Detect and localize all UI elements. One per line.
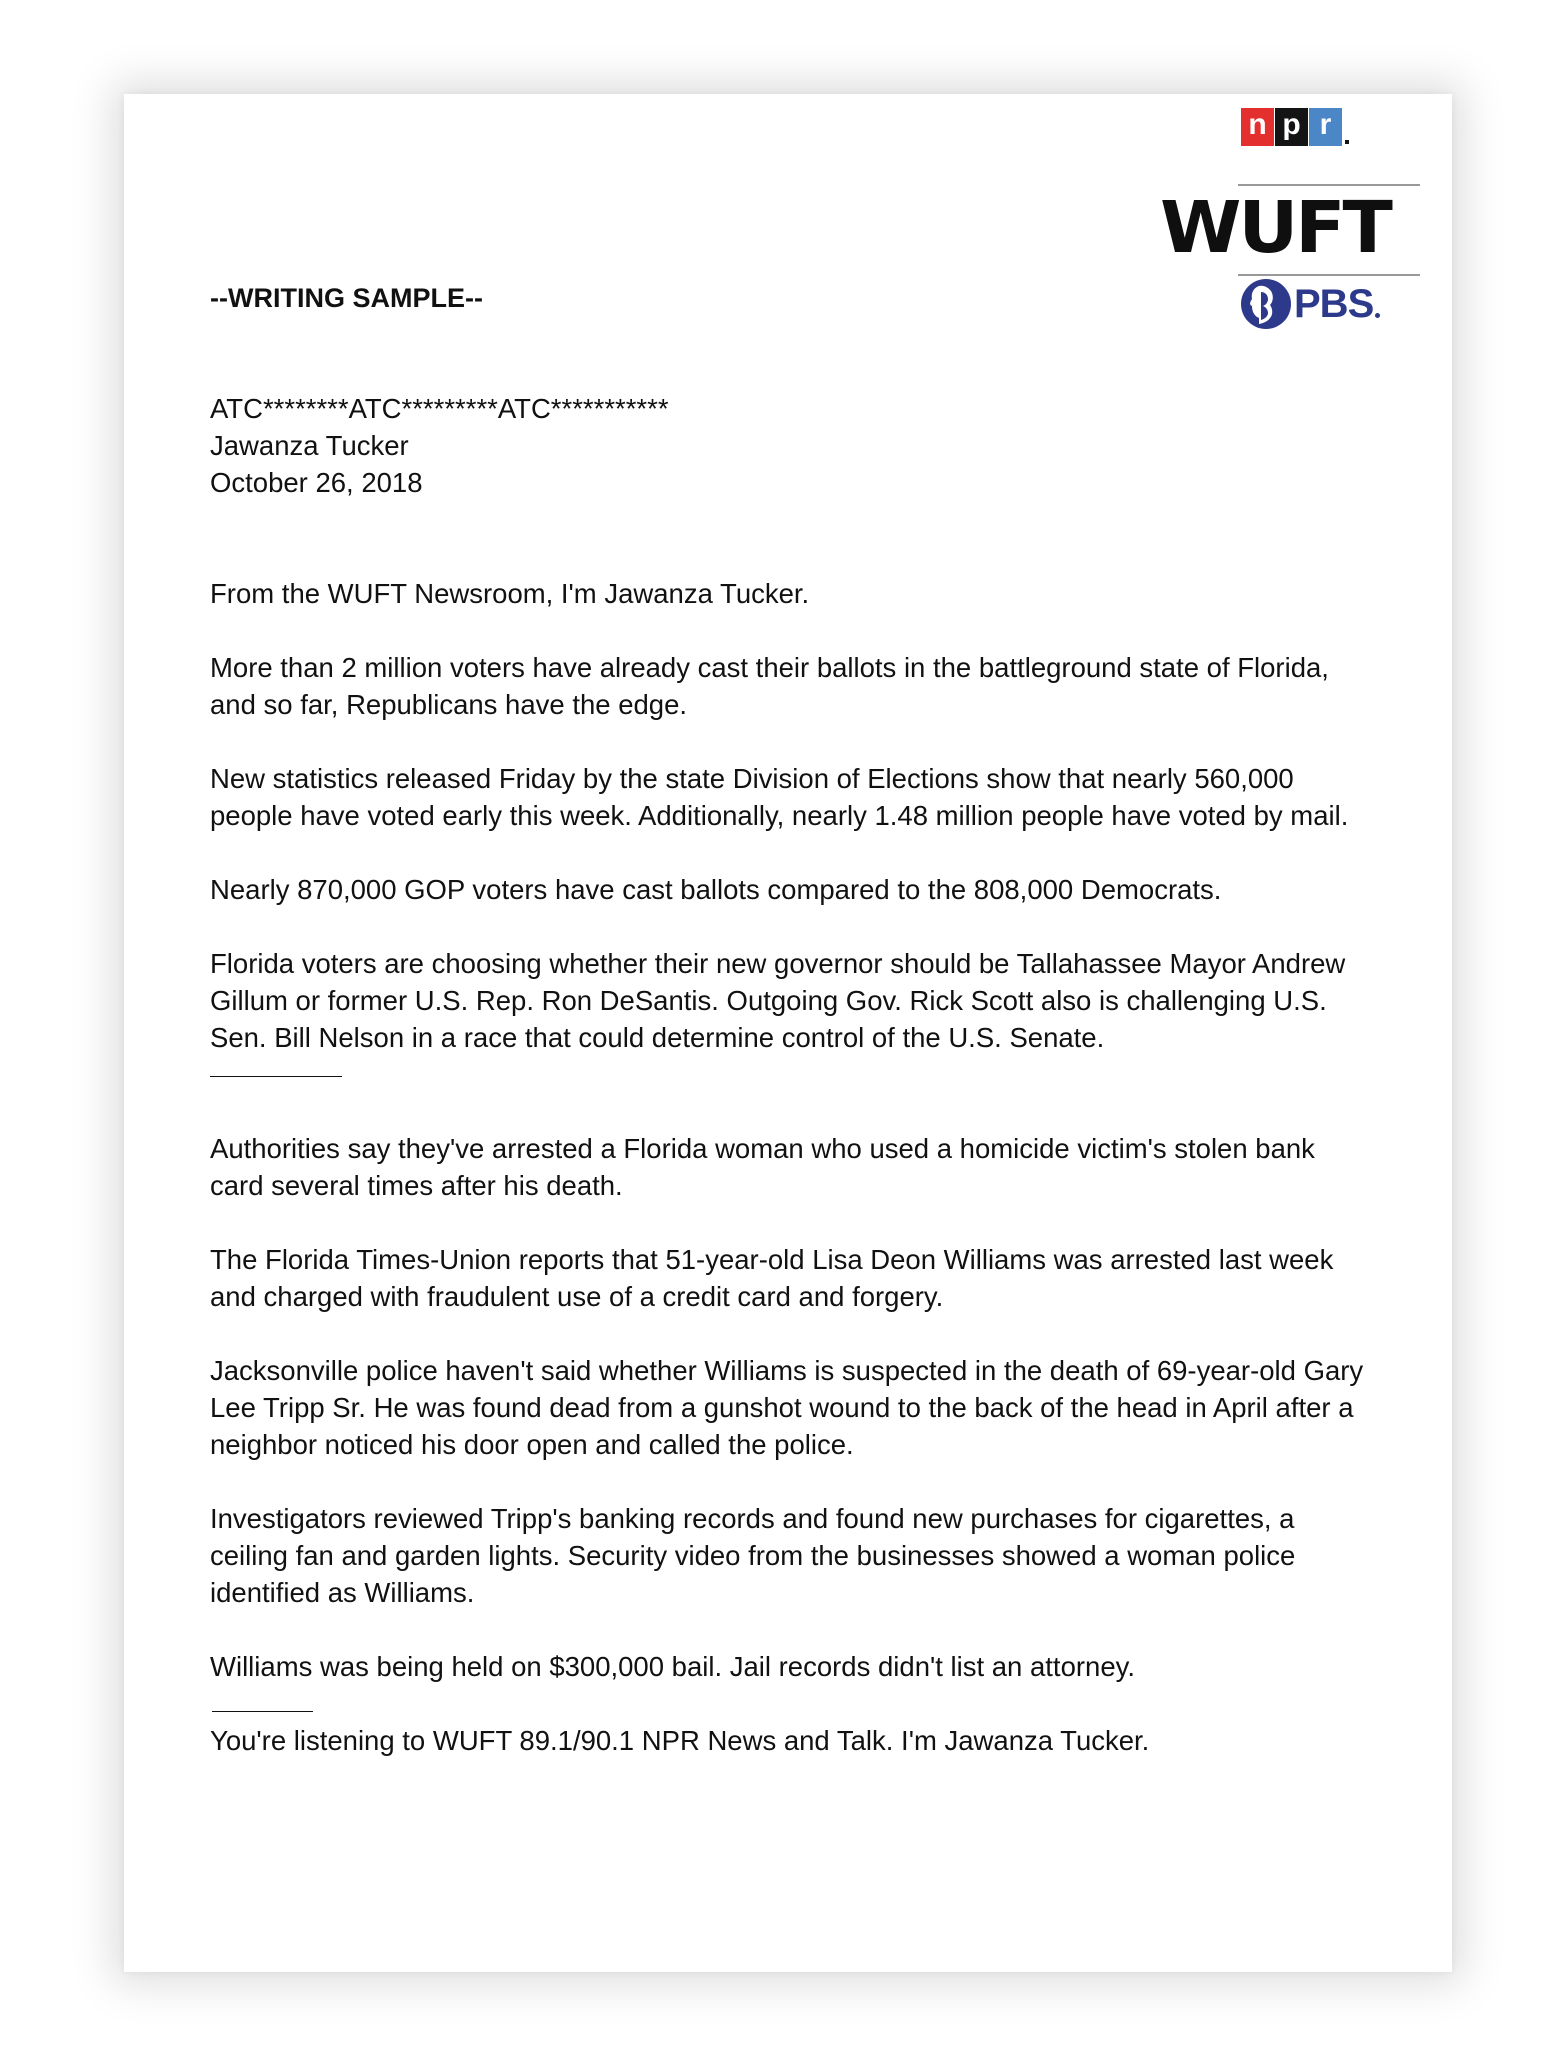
story1-paragraph: More than 2 million voters have already cast their ballots in the battleground state of Florida, and so far, Republicans have the edge.: [210, 652, 1329, 720]
outro-separator: [210, 1685, 1370, 1722]
author-name: Jawanza Tucker: [210, 430, 409, 461]
npr-dot: [1345, 140, 1349, 144]
script-slug: ATC********ATC*********ATC***********: [210, 393, 669, 424]
pbs-head-icon: [1240, 278, 1292, 330]
npr-letter-r: r: [1309, 108, 1342, 146]
story2-paragraph: Authorities say they've arrested a Florida woman who used a homicide victim's stolen bank card several times after his death.: [210, 1133, 1315, 1201]
npr-letter-p: p: [1275, 108, 1308, 146]
pbs-dot: [1375, 313, 1380, 318]
story2-paragraph: The Florida Times-Union reports that 51-year-old Lisa Deon Williams was arrested last week and charged with fraudulent use of a credit card and forgery.: [210, 1244, 1334, 1312]
document-page: [124, 94, 1452, 1972]
separator-line: [210, 1076, 342, 1077]
story2-paragraph: Investigators reviewed Tripp's banking records and found new purchases for cigarettes, a ceiling fan and garden lights. Security video from the businesses showed a woman police identified as Williams.: [210, 1503, 1296, 1608]
intro-line: From the WUFT Newsroom, I'm Jawanza Tucker.: [210, 578, 810, 609]
pbs-logo-text: PBS: [1294, 281, 1374, 326]
document-body: [210, 390, 1370, 1759]
story1-paragraph: New statistics released Friday by the state Division of Elections show that nearly 560,000 people have voted early this week. Additionally, nearly 1.48 million people have voted by mail.: [210, 763, 1349, 831]
script-date: October 26, 2018: [210, 467, 423, 498]
npr-logo: [1241, 108, 1349, 146]
wuft-logo-text: WUFT: [1160, 186, 1390, 269]
station-logo-block: [1152, 108, 1452, 338]
story-separator: [210, 1056, 1370, 1093]
story1-paragraph: Nearly 870,000 GOP voters have cast ballots compared to the 808,000 Democrats.: [210, 874, 1222, 905]
outro-line: You're listening to WUFT 89.1/90.1 NPR News and Talk. I'm Jawanza Tucker.: [210, 1725, 1150, 1756]
story1-paragraph: Florida voters are choosing whether their new governor should be Tallahassee Mayor Andrew Gillum or former U.S. Rep. Ron DeSantis. Outgoing Gov. Rick Scott also is challenging U.S. Sen. Bill Nelson in a race that could determine control of the U.S. Senate.: [210, 948, 1346, 1053]
separator-line: [212, 1711, 313, 1712]
npr-letter-n: n: [1241, 108, 1274, 146]
story2-paragraph: Jacksonville police haven't said whether Williams is suspected in the death of 69-year-old Gary Lee Tripp Sr. He was found dead from a gunshot wound to the back of the head in April after a neighbor noticed his door open and called the police.: [210, 1355, 1364, 1460]
document-title: --WRITING SAMPLE--: [210, 283, 483, 313]
story2-paragraph: Williams was being held on $300,000 bail. Jail records didn't list an attorney.: [210, 1651, 1135, 1682]
logo-divider-bottom: [1238, 274, 1420, 276]
pbs-logo: [1240, 278, 1380, 330]
